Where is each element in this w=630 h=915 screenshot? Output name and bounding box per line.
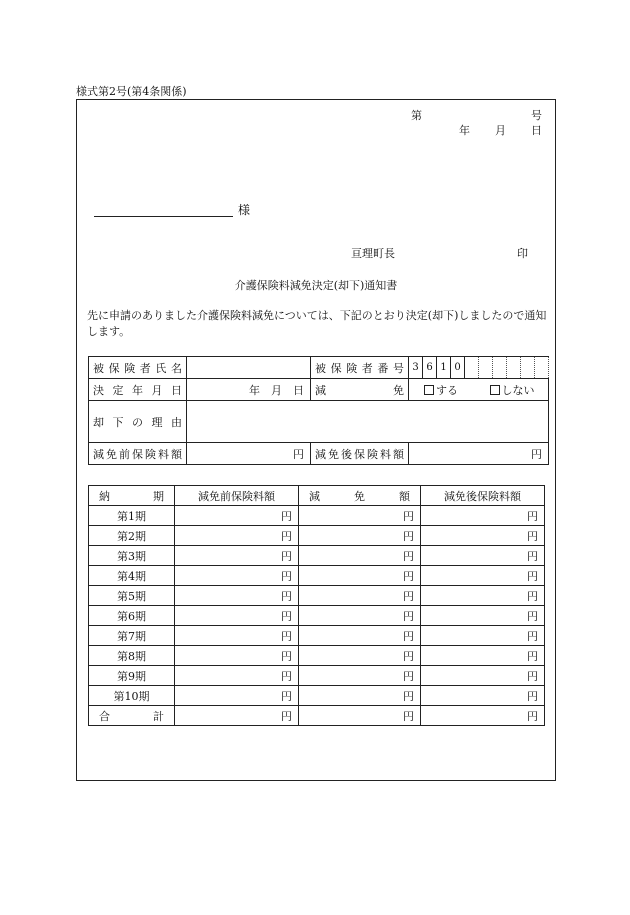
table-row	[89, 666, 545, 686]
before-yen: 円	[175, 646, 299, 666]
table-row	[89, 506, 545, 526]
table-row	[89, 646, 545, 666]
reduction-yen: 円	[299, 606, 421, 626]
reduction-yen: 円	[299, 546, 421, 566]
before-yen: 円	[175, 606, 299, 626]
reduction-yen: 円	[299, 566, 421, 586]
doc-number-prefix: 第	[411, 109, 422, 122]
period-label: 第7期	[89, 626, 175, 646]
issuer-title: 亘理町長	[351, 247, 395, 260]
number-digit: 6	[423, 357, 437, 379]
before-amount-label: 減免前保険料額	[89, 443, 187, 465]
period-label: 第3期	[89, 546, 175, 566]
number-digit	[493, 357, 507, 379]
period-label: 合 計	[89, 706, 175, 726]
before-yen: 円	[175, 506, 299, 526]
period-label: 第5期	[89, 586, 175, 606]
decision-date-value: 年 月 日	[187, 379, 311, 401]
table-row	[89, 606, 545, 626]
table-row	[89, 526, 545, 546]
reduction-yen: 円	[299, 586, 421, 606]
table-row	[89, 586, 545, 606]
rejection-reason-cell	[187, 401, 549, 443]
after-yen: 円	[421, 526, 545, 546]
checkbox-icon	[490, 385, 500, 395]
period-label: 第4期	[89, 566, 175, 586]
header-reduction: 減 免 額	[299, 486, 421, 506]
after-amount-label: 減免後保険料額	[311, 443, 409, 465]
before-amount-yen: 円	[187, 443, 311, 465]
header-after: 減免後保険料額	[421, 486, 545, 506]
before-yen: 円	[175, 626, 299, 646]
before-yen: 円	[175, 566, 299, 586]
document-title: 介護保険料減免決定(却下)通知書	[234, 279, 398, 292]
period-label: 第9期	[89, 666, 175, 686]
insured-name-label: 被保険者氏名	[89, 357, 187, 379]
number-digit: 3	[409, 357, 423, 379]
after-yen: 円	[421, 626, 545, 646]
info-table	[88, 356, 549, 465]
after-yen: 円	[421, 506, 545, 526]
reduction-yen: 円	[299, 706, 421, 726]
recipient-suffix: 様	[238, 203, 251, 217]
after-yen: 円	[421, 606, 545, 626]
number-digit: 0	[451, 357, 465, 379]
option-no[interactable]: しない	[490, 384, 535, 397]
period-label: 第10期	[89, 686, 175, 706]
reduction-yen: 円	[299, 626, 421, 646]
checkbox-icon	[424, 385, 434, 395]
before-yen: 円	[175, 666, 299, 686]
after-amount-yen: 円	[409, 443, 549, 465]
number-digit: 1	[437, 357, 451, 379]
decision-date-label: 決定年月日	[89, 379, 187, 401]
before-yen: 円	[175, 526, 299, 546]
table-row	[89, 566, 545, 586]
date-year: 年	[459, 124, 470, 137]
after-yen: 円	[421, 686, 545, 706]
reduction-yen: 円	[299, 666, 421, 686]
reduction-yen: 円	[299, 506, 421, 526]
recipient-name-line	[94, 216, 233, 217]
reduction-yen: 円	[299, 686, 421, 706]
reduction-options	[409, 379, 549, 401]
header-period: 納 期	[89, 486, 175, 506]
option-yes[interactable]: する	[424, 384, 458, 397]
period-label: 第8期	[89, 646, 175, 666]
doc-number-suffix: 号	[531, 109, 542, 122]
before-yen: 円	[175, 686, 299, 706]
before-yen: 円	[175, 546, 299, 566]
date-day: 日	[531, 124, 542, 137]
number-digit	[521, 357, 535, 379]
number-digit	[479, 357, 493, 379]
number-digit	[507, 357, 521, 379]
period-table	[88, 485, 545, 726]
header-before: 減免前保険料額	[175, 486, 299, 506]
rejection-reason-label: 却下の理由	[89, 401, 187, 443]
reduction-yen: 円	[299, 646, 421, 666]
reduction-label: 減 免	[311, 379, 409, 401]
period-label: 第2期	[89, 526, 175, 546]
table-row	[89, 546, 545, 566]
after-yen: 円	[421, 666, 545, 686]
before-yen: 円	[175, 706, 299, 726]
insured-name-cell	[187, 357, 311, 379]
number-digit	[535, 357, 549, 379]
number-digit	[465, 357, 479, 379]
period-label: 第1期	[89, 506, 175, 526]
intro-text: 先に申請のありました介護保険料減免については、下記のとおり決定(却下)しましたので通知します。	[87, 309, 547, 338]
form-id: 様式第2号(第4条関係)	[76, 85, 187, 98]
after-yen: 円	[421, 706, 545, 726]
insured-number-label: 被保険者番号	[311, 357, 409, 379]
date-month: 月	[495, 124, 506, 137]
table-row	[89, 626, 545, 646]
after-yen: 円	[421, 566, 545, 586]
table-row	[89, 686, 545, 706]
issuer-seal: 印	[517, 247, 528, 260]
document-frame	[76, 99, 556, 781]
after-yen: 円	[421, 586, 545, 606]
before-yen: 円	[175, 586, 299, 606]
period-label: 第6期	[89, 606, 175, 626]
total-row	[89, 706, 545, 726]
reduction-yen: 円	[299, 526, 421, 546]
after-yen: 円	[421, 546, 545, 566]
after-yen: 円	[421, 646, 545, 666]
